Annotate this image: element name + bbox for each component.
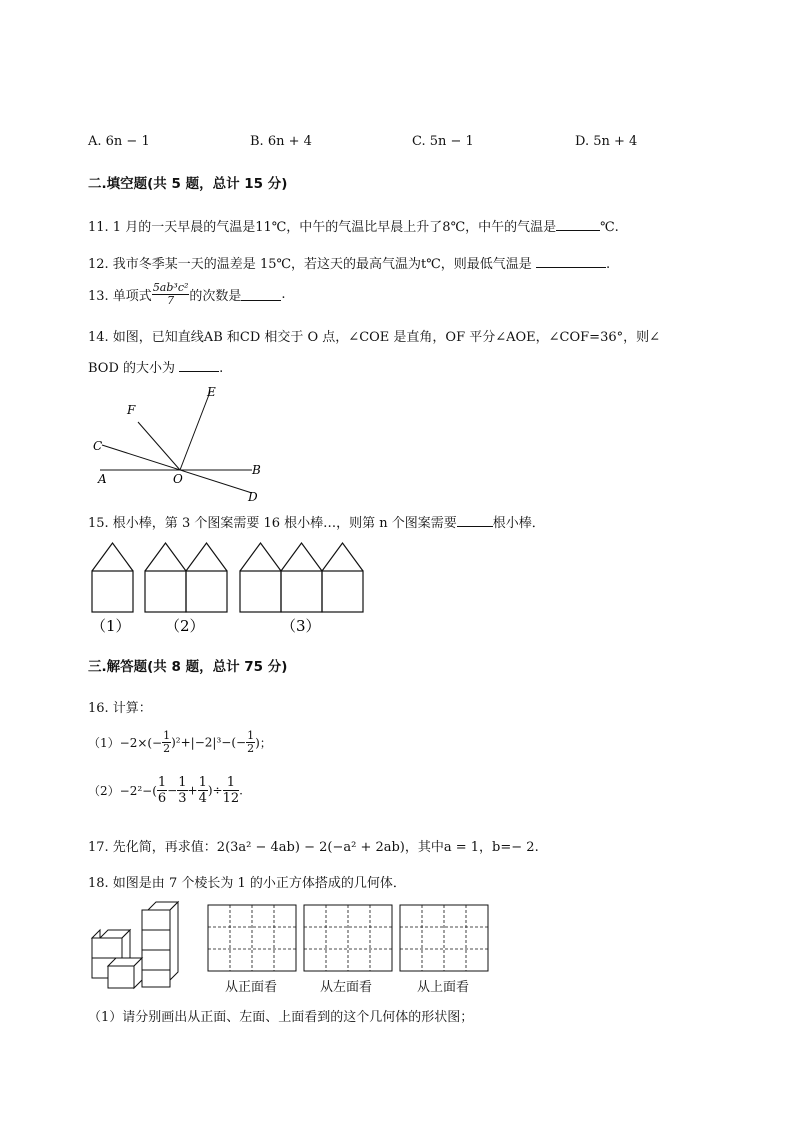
caption-1: （1） [91, 617, 131, 635]
label-o: O [173, 472, 183, 486]
p1-seg-b: )²+|−2|³−(− [171, 735, 247, 750]
option-b: B. 6n + 4 [250, 134, 312, 149]
p2-op-3: )÷ [207, 783, 223, 798]
caption-3: （3） [281, 617, 321, 635]
p2-fraction-3 [198, 775, 208, 806]
p1-seg-c: )； [255, 736, 272, 750]
question-13 [88, 282, 286, 307]
question-11-unit: ℃. [600, 220, 619, 235]
p2-f1-num: 1 [157, 775, 167, 790]
p1-f2-den: 2 [247, 742, 255, 755]
label-c: C [93, 439, 103, 453]
p2-f1-den: 6 [157, 791, 167, 806]
question-14-line2-text: BOD 的大小为 [88, 361, 176, 376]
answer-blank-13[interactable] [241, 288, 281, 301]
question-12-text: 12. 我市冬季某一天的温差是 15℃，若这天的最高气温为t℃，则最低气温是 [88, 257, 532, 272]
p2-fraction-4 [223, 775, 240, 806]
p1-f1-den: 2 [163, 742, 171, 755]
ray-oe [180, 392, 210, 470]
p2-f3-num: 1 [198, 775, 207, 790]
grid-top-view [400, 905, 488, 971]
option-d: D. 5n + 4 [575, 134, 638, 149]
question-14-end: . [219, 361, 224, 376]
angle-diagram [80, 380, 280, 505]
label-d: D [248, 490, 258, 504]
p2-seg-a: （2）−2²−( [88, 784, 157, 798]
p2-f4-den: 12 [222, 791, 240, 806]
pattern-2 [145, 543, 227, 612]
question-13-end: . [281, 287, 286, 302]
pattern-3 [240, 543, 363, 612]
option-c: C. 5n − 1 [412, 134, 474, 149]
question-15-suffix: 根小棒． [492, 516, 545, 531]
question-12 [88, 253, 610, 272]
question-14-line1: 14. 如图，已知直线AB 和CD 相交于 O 点，∠COE 是直角，OF 平分∠AOE，∠COF=36°，则∠ [88, 330, 661, 345]
label-e: E [207, 385, 216, 399]
label-b: B [252, 463, 261, 477]
question-18: 18. 如图是由 7 个棱长为 1 的小正方体搭成的几何体． [88, 876, 406, 891]
p2-op-2: + [187, 783, 198, 798]
grid-left-view [304, 905, 392, 971]
monomial-numerator: 5ab³c² [152, 281, 189, 294]
p2-f2-den: 3 [178, 791, 187, 806]
monomial-fraction [152, 282, 190, 307]
view-label-top: 从上面看 [417, 980, 470, 995]
view-grids [205, 903, 495, 975]
option-a: A. 6n − 1 [88, 134, 150, 149]
p1-fraction-2 [246, 730, 255, 755]
p2-end: . [239, 783, 243, 798]
question-13-prefix: 13. 单项式 [88, 289, 152, 304]
caption-2: （2） [165, 617, 205, 635]
pattern-1 [92, 543, 133, 612]
p1-f1-num: 1 [163, 729, 171, 742]
p2-op-1: − [167, 783, 178, 798]
answer-blank-11[interactable] [556, 218, 600, 231]
p1-fraction-1 [162, 730, 171, 755]
answer-blank-12[interactable] [536, 255, 606, 268]
p2-fraction-2 [177, 775, 187, 806]
question-18-part1: （1）请分别画出从正面、左面、上面看到的这个几何体的形状图； [88, 1010, 474, 1025]
question-15 [88, 512, 545, 531]
view-label-front: 从正面看 [225, 980, 278, 995]
question-11-text: 11. 1 月的一天早晨的气温是11℃，中午的气温比早晨上升了8℃，中午的气温是 [88, 220, 557, 235]
p2-fraction-1 [157, 775, 167, 806]
label-f: F [127, 403, 136, 417]
question-13-suffix: 的次数是 [189, 289, 242, 304]
question-15-text: 15. 根小棒，第 3 个图案需要 16 根小棒…，则第 n 个图案需要 [88, 516, 457, 531]
question-14-line2 [88, 357, 223, 376]
answer-blank-15[interactable] [457, 514, 493, 527]
cube-solid-figure [86, 900, 186, 995]
p2-f2-num: 1 [178, 775, 187, 790]
question-16-part1 [88, 730, 272, 755]
question-16: 16. 计算： [88, 701, 152, 716]
house-patterns [85, 540, 385, 640]
view-label-left: 从左面看 [320, 980, 373, 995]
section-title-solve: 三.解答题(共 8 题，总计 75 分) [88, 659, 288, 675]
section-title-fill-blank: 二.填空题(共 5 题，总计 15 分) [88, 176, 288, 192]
p1-seg-a: （1）−2×(− [88, 736, 163, 750]
question-17: 17. 先化简，再求值：2(3a² − 4ab) − 2(−a² + 2ab)，其中a = 1，b=− 2. [88, 840, 539, 855]
answer-blank-14[interactable] [179, 359, 219, 372]
question-12-end: . [605, 257, 611, 272]
question-16-part2 [88, 775, 243, 806]
label-a: A [98, 472, 107, 486]
p2-f3-den: 4 [198, 791, 207, 806]
grid-front-view [208, 905, 296, 971]
p1-f2-num: 1 [247, 729, 255, 742]
p2-f4-num: 1 [223, 775, 240, 791]
monomial-denominator: 7 [167, 294, 175, 307]
question-11 [88, 216, 619, 235]
